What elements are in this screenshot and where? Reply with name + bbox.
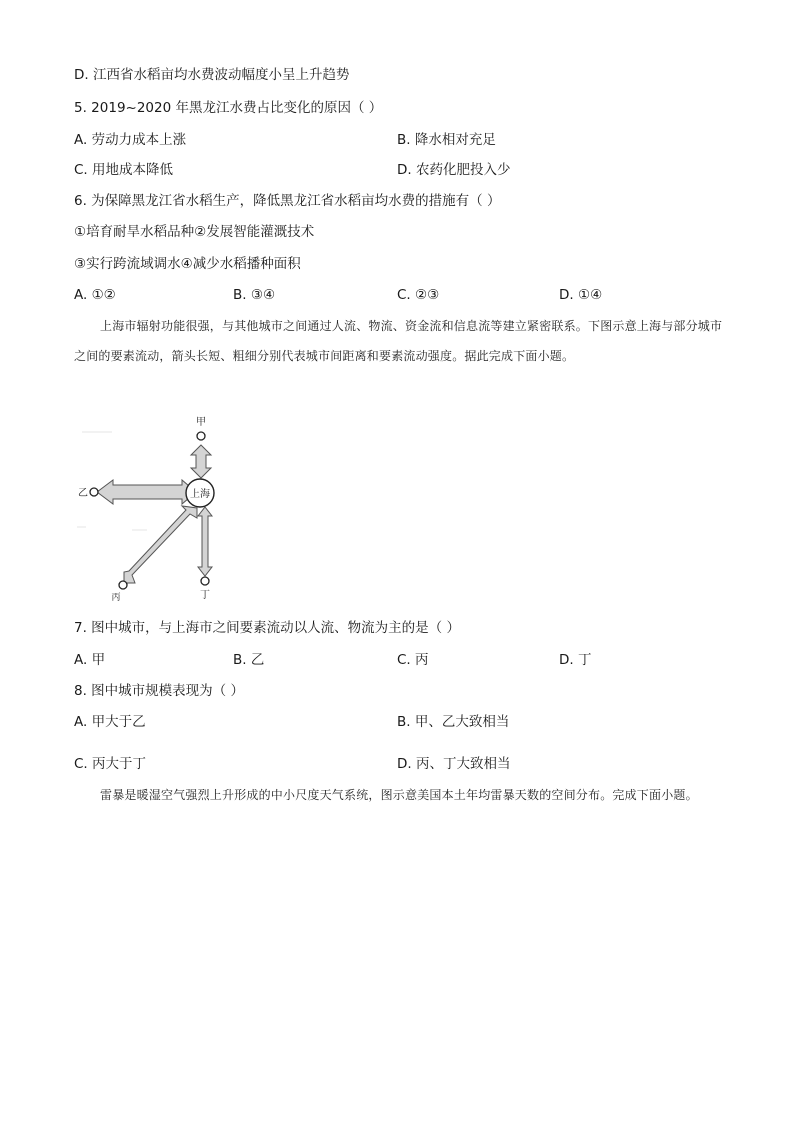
q8-stem: 8. 图中城市规模表现为（ ）: [74, 683, 244, 699]
q6-option-c[interactable]: C. ②③: [397, 287, 440, 303]
q6-items-line2: ③实行跨流域调水④减少水稻播种面积: [74, 256, 301, 272]
q7-option-d[interactable]: D. 丁: [559, 652, 592, 668]
city-bing-label: 丙: [111, 593, 121, 603]
city-ding-label: 丁: [200, 590, 210, 601]
arrow-ding: [198, 507, 212, 576]
city-bing-marker: [119, 581, 127, 589]
arrow-yi: [97, 480, 196, 504]
q5-option-b[interactable]: B. 降水相对充足: [397, 132, 496, 148]
q5-option-d[interactable]: D. 农药化肥投入少: [397, 162, 511, 178]
q6-option-a[interactable]: A. ①②: [74, 287, 116, 303]
passage-shanghai: 上海市辐射功能很强，与其他城市之间通过人流、物流、资金流和信息流等建立紧密联系。下图示意上海与部分城市之间的要素流动，箭头长短、粗细分别代表城市间距离和要素流动强度。据此完成下面小题。: [74, 319, 723, 363]
q5-option-c[interactable]: C. 用地成本降低: [74, 162, 174, 178]
q7-option-c[interactable]: C. 丙: [397, 652, 429, 668]
flow-diagram: [72, 412, 242, 607]
q6-items-line1: ①培育耐旱水稻品种②发展智能灌溉技术: [74, 224, 315, 240]
q7-option-b[interactable]: B. 乙: [233, 652, 265, 668]
q8-option-a[interactable]: A. 甲大于乙: [74, 714, 146, 730]
city-yi-label: 乙: [78, 488, 88, 499]
city-yi-marker: [90, 488, 98, 496]
q4-option-d: D. 江西省水稻亩均水费波动幅度小呈上升趋势: [74, 67, 350, 83]
q7-stem: 7. 图中城市，与上海市之间要素流动以人流、物流为主的是（ ）: [74, 620, 460, 636]
q6-option-d[interactable]: D. ①④: [559, 287, 603, 303]
q5-stem: 5. 2019~2020 年黑龙江水费占比变化的原因（ ）: [74, 100, 383, 116]
q6-stem: 6. 为保障黑龙江省水稻生产，降低黑龙江省水稻亩均水费的措施有（ ）: [74, 193, 501, 209]
q5-option-a[interactable]: A. 劳动力成本上涨: [74, 132, 187, 148]
passage-thunderstorm: 雷暴是暖湿空气强烈上升形成的中小尺度天气系统，图示意美国本土年均雷暴天数的空间分布。完成下面小题。: [100, 788, 698, 802]
q8-option-c[interactable]: C. 丙大于丁: [74, 756, 147, 772]
arrow-bing: [124, 506, 197, 583]
q7-option-a[interactable]: A. 甲: [74, 652, 106, 668]
city-ding-marker: [201, 577, 209, 585]
city-jia-marker: [197, 432, 205, 440]
city-jia-label: 甲: [196, 417, 206, 428]
q6-option-b[interactable]: B. ③④: [233, 287, 276, 303]
arrow-jia: [191, 445, 211, 478]
q8-option-d[interactable]: D. 丙、丁大致相当: [397, 756, 511, 772]
q8-option-b[interactable]: B. 甲、乙大致相当: [397, 714, 510, 730]
shanghai-label: 上海: [190, 489, 210, 500]
